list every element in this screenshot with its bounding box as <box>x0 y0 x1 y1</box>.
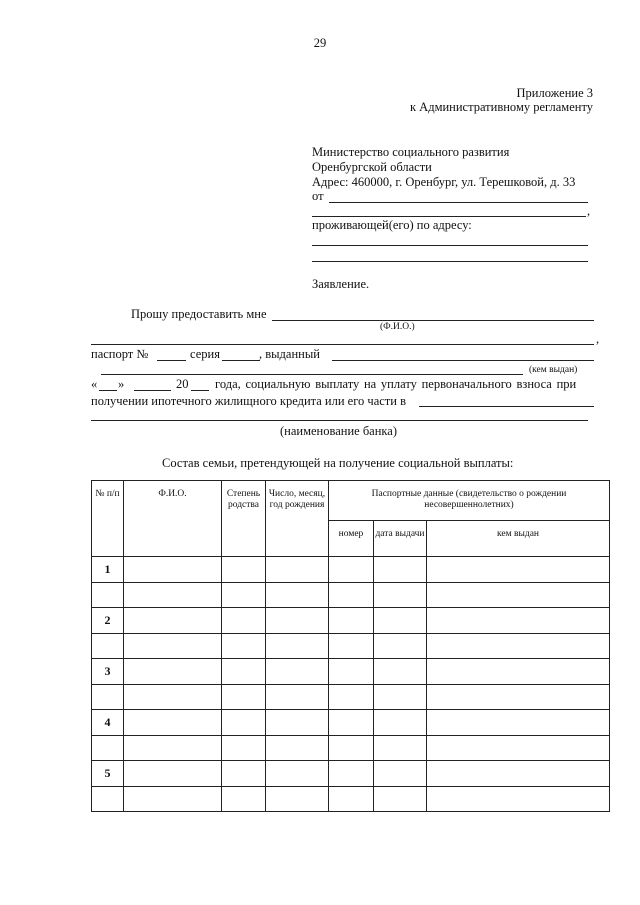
cell-issuer[interactable] <box>427 685 610 710</box>
issued-by-hint: (кем выдан) <box>529 365 578 375</box>
page-number: 29 <box>313 36 327 50</box>
appendix-line2: к Административному регламенту <box>409 100 593 114</box>
cell-birth[interactable] <box>266 787 329 812</box>
cell-date[interactable] <box>374 608 427 634</box>
cell-issuer[interactable] <box>427 659 610 685</box>
cell-number[interactable] <box>329 736 374 761</box>
cell-relation[interactable] <box>222 710 266 736</box>
addressee-line2: Оренбургской области <box>312 160 432 174</box>
bank-input-line[interactable] <box>419 406 594 407</box>
cell-birth[interactable] <box>266 557 329 583</box>
cell-number[interactable] <box>329 761 374 787</box>
cell-issuer[interactable] <box>427 634 610 659</box>
cell-issuer[interactable] <box>427 608 610 634</box>
table-row <box>92 761 610 787</box>
cell-birth[interactable] <box>266 761 329 787</box>
cell-date[interactable] <box>374 736 427 761</box>
cell-issuer[interactable] <box>427 710 610 736</box>
cell-date[interactable] <box>374 583 427 608</box>
cell-num <box>92 787 124 812</box>
cell-num <box>92 736 124 761</box>
cell-issuer[interactable] <box>427 736 610 761</box>
appendix-line1: Приложение 3 <box>516 86 593 100</box>
cell-relation[interactable] <box>222 761 266 787</box>
row-number: 4 <box>92 710 124 736</box>
cell-fio[interactable] <box>124 659 222 685</box>
col-header-issuer: кем выдан <box>427 521 610 557</box>
cell-num <box>92 685 124 710</box>
bank-input-line-2[interactable] <box>91 420 588 421</box>
from-input-line-2[interactable] <box>312 216 586 217</box>
col-header-date: дата выдачи <box>374 521 427 557</box>
table-row <box>92 583 610 608</box>
fio-continuation-line[interactable] <box>91 344 594 345</box>
cell-fio[interactable] <box>124 787 222 812</box>
fio-hint: (Ф.И.О.) <box>380 322 415 332</box>
cell-fio[interactable] <box>124 608 222 634</box>
cell-birth[interactable] <box>266 583 329 608</box>
cell-fio[interactable] <box>124 761 222 787</box>
cell-relation[interactable] <box>222 787 266 812</box>
cell-fio[interactable] <box>124 557 222 583</box>
cell-date[interactable] <box>374 710 427 736</box>
col-header-relation: Степень родства <box>222 481 266 557</box>
table-row <box>92 659 610 685</box>
cell-relation[interactable] <box>222 608 266 634</box>
cell-birth[interactable] <box>266 634 329 659</box>
cell-relation[interactable] <box>222 685 266 710</box>
cell-birth[interactable] <box>266 736 329 761</box>
cell-fio[interactable] <box>124 685 222 710</box>
col-header-num: № п/п <box>92 481 124 557</box>
cell-number[interactable] <box>329 787 374 812</box>
table-row <box>92 710 610 736</box>
payment-text-line2: получении ипотечного жилищного кредита или его части в <box>91 394 406 408</box>
cell-number[interactable] <box>329 608 374 634</box>
addressee-line1: Министерство социального развития <box>312 145 510 159</box>
table-row <box>92 608 610 634</box>
cell-birth[interactable] <box>266 608 329 634</box>
series-line[interactable] <box>222 360 260 361</box>
row-number: 5 <box>92 761 124 787</box>
family-heading: Состав семьи, претендующей на получение социальной выплаты: <box>162 456 514 470</box>
passport-label: паспорт № <box>91 347 149 361</box>
address-input-line-1[interactable] <box>312 245 588 246</box>
issued-by-line[interactable] <box>332 360 594 361</box>
cell-date[interactable] <box>374 634 427 659</box>
cell-relation[interactable] <box>222 634 266 659</box>
issued-by-line-2[interactable] <box>101 374 523 375</box>
cell-birth[interactable] <box>266 659 329 685</box>
year-line[interactable] <box>191 390 209 391</box>
cell-number[interactable] <box>329 583 374 608</box>
series-label: серия <box>190 347 220 361</box>
cell-date[interactable] <box>374 761 427 787</box>
address-input-line-2[interactable] <box>312 261 588 262</box>
cell-number[interactable] <box>329 557 374 583</box>
table-row <box>92 634 610 659</box>
from-input-line[interactable] <box>329 202 588 203</box>
cell-fio[interactable] <box>124 634 222 659</box>
row-number: 2 <box>92 608 124 634</box>
cell-number[interactable] <box>329 710 374 736</box>
request-label: Прошу предоставить мне <box>131 307 267 321</box>
table-row <box>92 736 610 761</box>
cell-date[interactable] <box>374 685 427 710</box>
cell-issuer[interactable] <box>427 583 610 608</box>
year-prefix: 20 <box>176 377 189 391</box>
addressee-line3: Адрес: 460000, г. Оренбург, ул. Терешковой, д. 33 <box>312 175 576 189</box>
passport-number-line[interactable] <box>157 360 186 361</box>
row-number: 3 <box>92 659 124 685</box>
cell-num <box>92 583 124 608</box>
cell-relation[interactable] <box>222 583 266 608</box>
table-row <box>92 557 610 583</box>
cell-number[interactable] <box>329 685 374 710</box>
cell-birth[interactable] <box>266 685 329 710</box>
payment-text-line1: года, социальную выплату на уплату первоначального взноса при <box>215 377 577 391</box>
statement-title: Заявление. <box>312 277 370 291</box>
cell-number[interactable] <box>329 634 374 659</box>
row-number: 1 <box>92 557 124 583</box>
col-header-birth: Число, месяц, год рождения <box>266 481 329 557</box>
date-open-quote: « <box>91 377 98 391</box>
fio-input-line[interactable] <box>272 320 594 321</box>
cell-birth[interactable] <box>266 710 329 736</box>
family-table <box>91 480 610 812</box>
col-header-number: номер <box>329 521 374 557</box>
from-label: от <box>312 189 324 203</box>
col-header-fio: Ф.И.О. <box>124 481 222 557</box>
residence-label: проживающей(его) по адресу: <box>312 218 472 232</box>
cell-issuer[interactable] <box>427 761 610 787</box>
table-row <box>92 787 610 812</box>
from-comma: , <box>587 204 591 218</box>
bank-hint: (наименование банка) <box>280 424 398 438</box>
day-line[interactable] <box>99 390 117 391</box>
cell-issuer[interactable] <box>427 557 610 583</box>
cell-relation[interactable] <box>222 736 266 761</box>
month-line[interactable] <box>134 390 171 391</box>
fio-comma: , <box>596 332 600 346</box>
cell-issuer[interactable] <box>427 787 610 812</box>
col-header-passport: Паспортные данные (свидетельство о рождении несовершеннолетних) <box>329 481 610 521</box>
cell-relation[interactable] <box>222 659 266 685</box>
cell-fio[interactable] <box>124 583 222 608</box>
cell-date[interactable] <box>374 787 427 812</box>
table-row <box>92 685 610 710</box>
cell-fio[interactable] <box>124 736 222 761</box>
cell-relation[interactable] <box>222 557 266 583</box>
cell-num <box>92 634 124 659</box>
issued-label: , выданный <box>259 347 320 361</box>
cell-date[interactable] <box>374 659 427 685</box>
cell-fio[interactable] <box>124 710 222 736</box>
cell-date[interactable] <box>374 557 427 583</box>
cell-number[interactable] <box>329 659 374 685</box>
date-close-quote: » <box>118 377 125 391</box>
